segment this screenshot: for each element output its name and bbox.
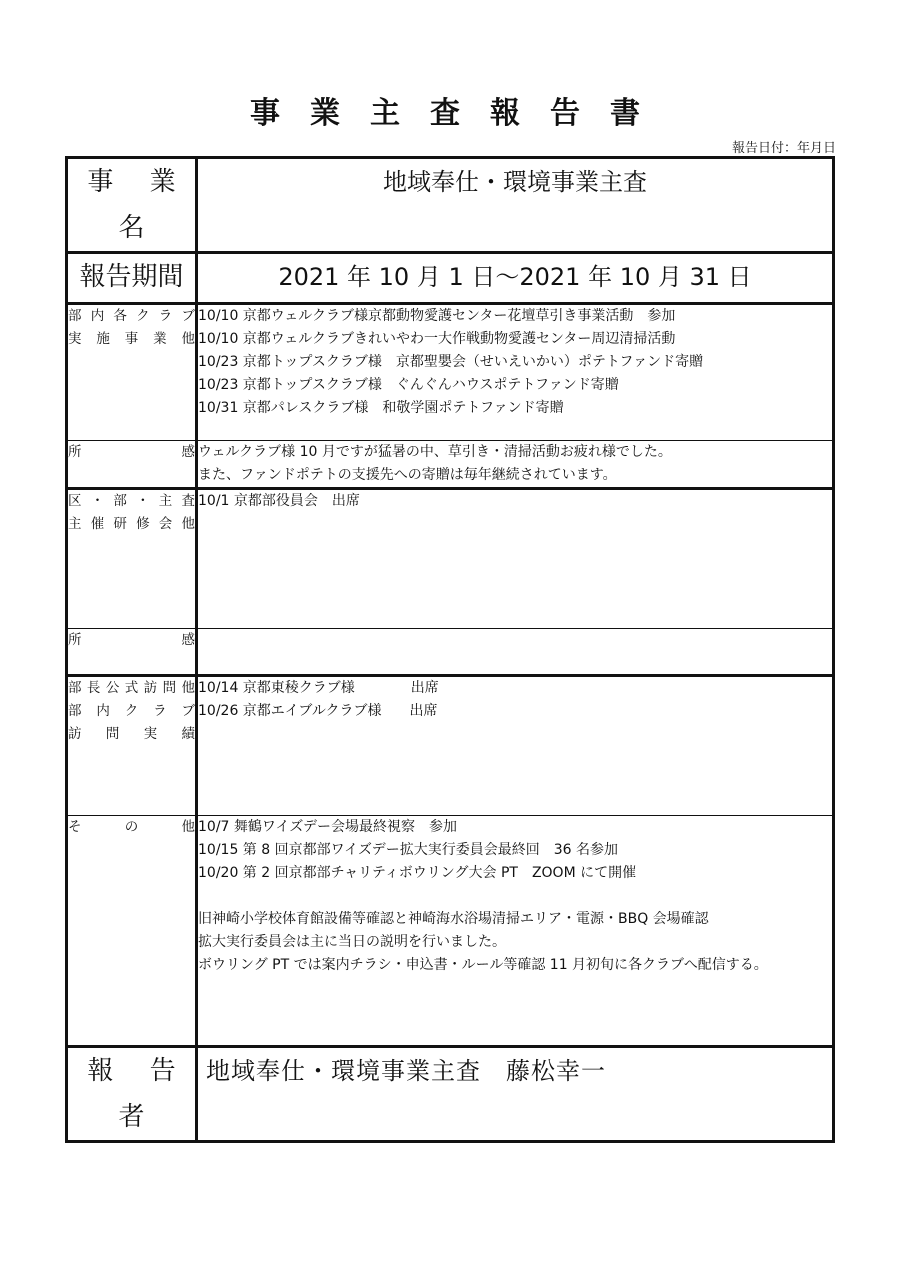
official-visits-row [67,676,834,816]
project-name-value: 地域奉仕・環境事業主査 [197,158,834,253]
impressions-2-label [67,629,197,676]
label-line: 実施事業他 [68,331,195,347]
text-line: 10/23 京都トップスクラブ様 京都聖嬰会（せいえいかい）ポテトファンド寄贈 [198,354,704,370]
text-line: 10/7 舞鶴ワイズデー会場最終視察 参加 [198,819,458,835]
other-content [197,816,834,1047]
text-line: 10/14 京都東稜クラブ様 出席 [198,680,439,696]
label-line: 訪 問 実 績 [68,726,195,742]
label-line: 部長公式訪問他 [68,680,195,696]
text-line: 拡大実行委員会は主に当日の説明を行いました。 [198,934,506,950]
period-value: 2021 年 10 月 1 日～2021 年 10 月 31 日 [197,253,834,304]
district-meetings-label [67,489,197,629]
project-name-row [67,158,834,253]
label-line: そ の 他 [68,819,195,835]
label-line: 所 感 [68,632,195,648]
label-line: 部内各クラブ [68,308,195,324]
text-line: また、ファンドポテトの支援先への寄贈は毎年継続されています。 [198,467,617,483]
district-meetings-row [67,489,834,629]
reporter-label: 報 告 者 [67,1047,197,1142]
impressions-1-label [67,441,197,489]
label-line: 所 感 [68,444,195,460]
text-line: 10/1 京都部役員会 出席 [198,493,360,509]
impressions-2-content [197,629,834,676]
period-row [67,253,834,304]
label-line: 部内クラブ [68,703,195,719]
text-line [198,885,832,908]
text-line: 10/23 京都トップスクラブ様 ぐんぐんハウスポテトファンド寄贈 [198,377,619,393]
text-line: ウェルクラブ様 10 月ですが猛暑の中、草引き・清掃活動お疲れ様でした。 [198,444,672,460]
reporter-row [67,1047,834,1142]
label-line: 区・部・主査 [68,493,195,509]
impressions-1-content [197,441,834,489]
text-line: 10/15 第 8 回京都部ワイズデー拡大実行委員会最終回 36 名参加 [198,842,619,858]
text-line: 10/20 第 2 回京都部チャリティボウリング大会 PT ZOOM にて開催 [198,865,637,881]
club-activities-row [67,304,834,441]
impressions-1-row [67,441,834,489]
text-line: 10/10 京都ウェルクラブ様京都動物愛護センター花壇草引き事業活動 参加 [198,308,676,324]
text-line: 10/26 京都エイブルクラブ様 出席 [198,703,438,719]
text-line: ボウリング PT では案内チラシ・申込書・ルール等確認 11 月初旬に各クラブへ配信する。 [198,957,768,973]
official-visits-label [67,676,197,816]
report-date: 報告日付：年月日 [731,141,836,156]
period-label: 報告期間 [67,253,197,304]
label-line: 主催研修会他 [68,516,195,532]
club-activities-content [197,304,834,441]
other-row [67,816,834,1047]
club-activities-label [67,304,197,441]
page-title: 事業主査報告書 [250,96,670,131]
impressions-2-row [67,629,834,676]
reporter-value: 地域奉仕・環境事業主査 藤松幸一 [197,1047,834,1142]
district-meetings-content [197,489,834,629]
report-form [65,156,835,1143]
project-name-label: 事 業 名 [67,158,197,253]
official-visits-content [197,676,834,816]
text-line: 旧神崎小学校体育館設備等確認と神崎海水浴場清掃エリア・電源・BBQ 会場確認 [198,911,709,927]
text-line: 10/10 京都ウェルクラブきれいやわ一大作戦動物愛護センター周辺清掃活動 [198,331,676,347]
text-line: 10/31 京都パレスクラブ様 和敬学園ポテトファンド寄贈 [198,400,564,416]
other-label [67,816,197,1047]
